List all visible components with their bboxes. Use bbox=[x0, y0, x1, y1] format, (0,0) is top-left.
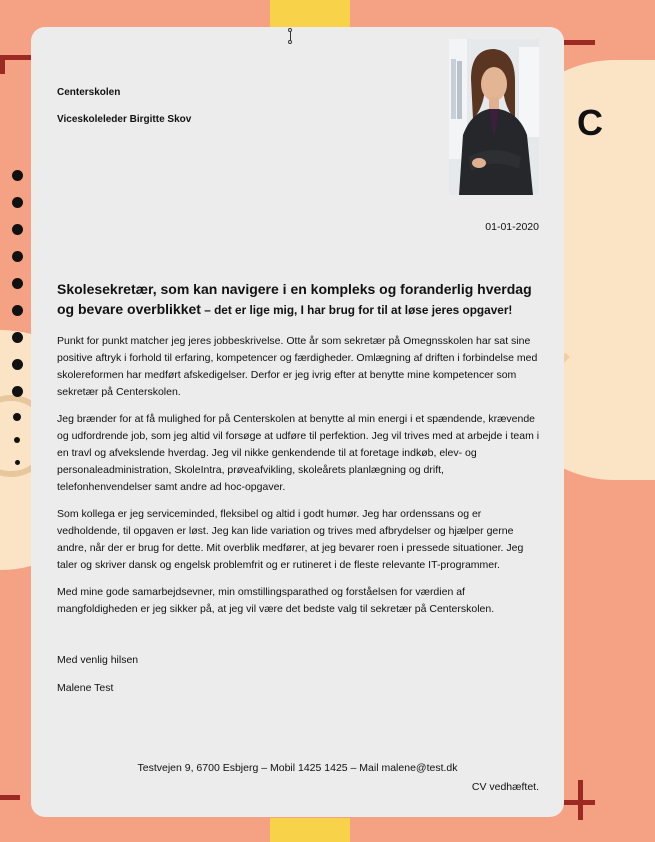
body-paragraph: Jeg brænder for at få mulighed for på Centerskolen at benytte al min energi i et spændende, krævende og udfordrende job, som jeg altid vil forsøge at udføre til perfektion. Jeg vil trives med at arbejde i team i en travl og afvekslende hverdag. Jeg vil nikke genkendende til at foretage indkøb, elev- og personaleadministration, SkoleIntra, prøveafvikling, skoleårets planlægning og drift, telefonhenvendelser samt andre ad hoc-opgaver. bbox=[57, 413, 540, 493]
background-bar bbox=[0, 60, 5, 74]
body-paragraph: Med mine gode samarbejdsevner, min omstillingsparathed og forståelsen for værdien af mangfoldigheden er jeg sikker på, at jeg vil være det bedste valg til sekretær på Centerskolen. bbox=[57, 586, 495, 615]
body-paragraph: Som kollega er jeg serviceminded, fleksibel og altid i godt humør. Jeg har ordenssans og er vedholdende, til opgaven er løst. Jeg kan lide variation og trives med afbrydelser og hjælper gerne andre, når der er brug for dette. Mit overblik medfører, at jeg bevarer roen i pressede situationer. Jeg taler og skriver dansk og engelsk problemfrit og er rutineret i de fleste relevante IT-programmer. bbox=[57, 508, 524, 571]
contact-footer: Testvejen 9, 6700 Esbjerg – Mobil 1425 1425 – Mail malene@test.dk bbox=[137, 762, 458, 774]
letter-date: 01-01-2020 bbox=[485, 221, 539, 233]
background-dot bbox=[12, 359, 23, 370]
headline-main: Skolesekretær, som kan navigere i en kompleks og foranderlig hverdag og bevare overblikket bbox=[57, 281, 532, 317]
background-bar bbox=[578, 780, 583, 820]
background-stripe-bottom bbox=[270, 818, 350, 842]
background-letter-shape: C bbox=[577, 102, 603, 143]
recipient-person: Viceskoleleder Birgitte Skov bbox=[57, 114, 192, 125]
profile-photo bbox=[449, 39, 539, 195]
background-bar bbox=[0, 795, 20, 800]
letter-body bbox=[57, 333, 541, 628]
background-dot bbox=[12, 278, 23, 289]
rotate-handle[interactable] bbox=[288, 28, 292, 44]
background-dot bbox=[12, 332, 23, 343]
body-paragraph: Punkt for punkt matcher jeg jeres jobbeskrivelse. Otte år som sekretær på Omegnsskolen har sat sine positive aftryk i forhold til erfaring, kompetencer og færdigheder. Omlægning af driften i forbindelse med skolereformen har medført afskedigelser. Derfor er jeg ivrig efter at benytte mine kompetencer som sekretær på Centerskolen. bbox=[57, 335, 538, 398]
background-dot bbox=[12, 170, 23, 181]
background-dot bbox=[12, 197, 23, 208]
signature-name: Malene Test bbox=[57, 682, 114, 694]
background-dot bbox=[13, 413, 21, 421]
closing-greeting: Med venlig hilsen bbox=[57, 654, 139, 666]
background-dot bbox=[12, 224, 23, 235]
background-dot bbox=[12, 386, 23, 397]
background-dot bbox=[12, 251, 23, 262]
letter-headline bbox=[57, 279, 547, 320]
background-dot bbox=[12, 305, 23, 316]
background-dot bbox=[14, 437, 20, 443]
recipient-school: Centerskolen bbox=[57, 87, 121, 98]
headline-sub: – det er lige mig, I har brug for til at løse jeres opgaver! bbox=[200, 303, 513, 317]
background-stripe-top bbox=[270, 0, 350, 28]
background-dot bbox=[15, 460, 20, 465]
attachment-note: CV vedhæftet. bbox=[471, 781, 539, 793]
